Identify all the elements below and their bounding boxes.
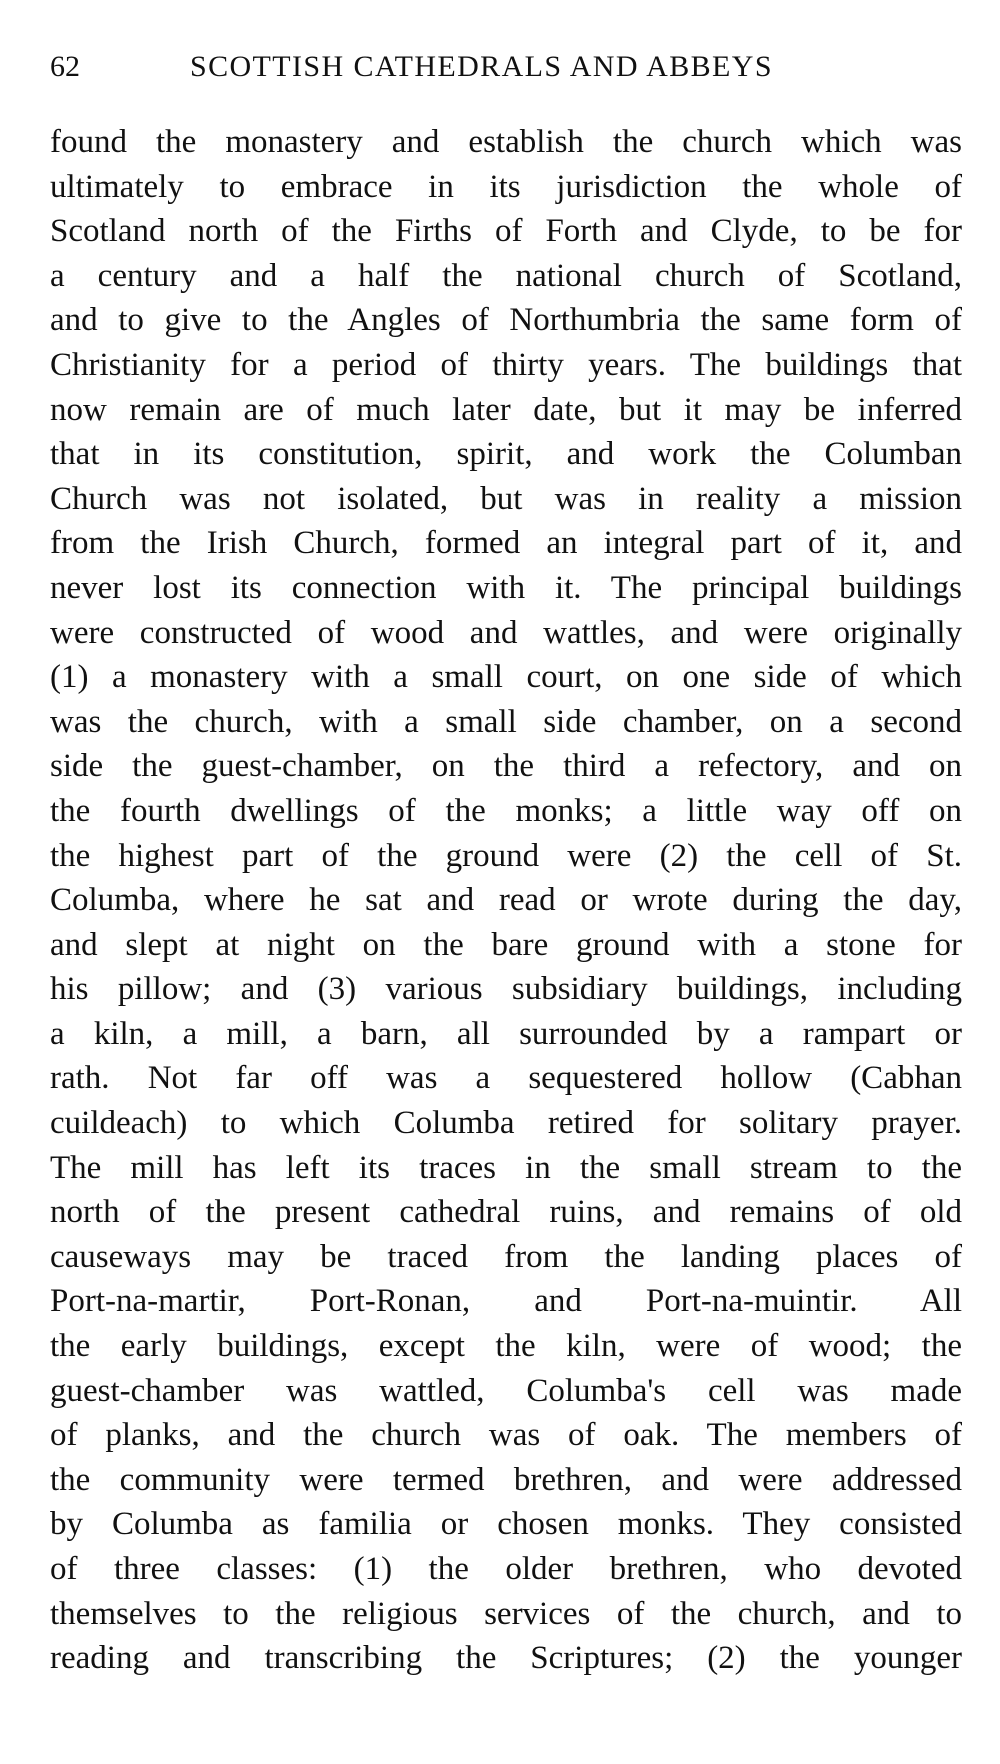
text-line: Church was not isolated, but was in reality a mission xyxy=(50,480,962,517)
text-line: guest-chamber was wattled, Columba's cell was made xyxy=(50,1372,962,1409)
running-title: SCOTTISH CATHEDRALS AND ABBEYS xyxy=(190,50,773,83)
text-line: rath. Not far off was a sequestered hollow (Cabhan xyxy=(50,1060,962,1097)
text-line: the community were termed brethren, and were addressed xyxy=(50,1461,962,1498)
page-number: 62 xyxy=(50,50,80,83)
text-line: ultimately to embrace in its jurisdiction the whole of xyxy=(50,168,962,205)
text-line: by Columba as familia or chosen monks. They consisted xyxy=(50,1506,962,1543)
text-line: themselves to the religious services of the church, and to xyxy=(50,1595,962,1632)
text-line: Christianity for a period of thirty years. The buildings that xyxy=(50,346,962,383)
body-text xyxy=(50,120,962,1681)
text-line: of three classes: (1) the older brethren, who devoted xyxy=(50,1551,962,1587)
text-line: north of the present cathedral ruins, and remains of old xyxy=(50,1194,962,1231)
running-head xyxy=(50,50,962,90)
text-line: side the guest-chamber, on the third a refectory, and on xyxy=(50,748,962,785)
text-line: found the monastery and establish the church which was xyxy=(50,124,962,160)
text-line: were constructed of wood and wattles, and were originally xyxy=(50,614,962,651)
text-line: and slept at night on the bare ground with a stone for xyxy=(50,926,962,963)
text-line: Columba, where he sat and read or wrote during the day, xyxy=(50,882,962,919)
text-line: the fourth dwellings of the monks; a little way off on xyxy=(50,792,962,829)
text-line: the highest part of the ground were (2) the cell of St. xyxy=(50,837,962,874)
text-line: Port-na-martir, Port-Ronan, and Port-na-muintir. All xyxy=(50,1283,962,1320)
text-line: and to give to the Angles of Northumbria the same form of xyxy=(50,302,962,339)
text-line: the early buildings, except the kiln, were of wood; the xyxy=(50,1328,962,1365)
text-line: was the church, with a small side chamber, on a second xyxy=(50,703,962,740)
text-line: never lost its connection with it. The principal buildings xyxy=(50,569,962,606)
text-line: from the Irish Church, formed an integral part of it, and xyxy=(50,525,962,562)
text-line: a century and a half the national church of Scotland, xyxy=(50,257,962,294)
text-line: now remain are of much later date, but it may be inferred xyxy=(50,391,962,428)
text-line: The mill has left its traces in the small stream to the xyxy=(50,1149,962,1186)
text-line: causeways may be traced from the landing places of xyxy=(50,1238,962,1275)
text-line: reading and transcribing the Scriptures; (2) the younger xyxy=(50,1640,962,1677)
text-line: that in its constitution, spirit, and work the Columban xyxy=(50,436,962,473)
text-line: of planks, and the church was of oak. The members of xyxy=(50,1417,962,1454)
text-line: cuildeach) to which Columba retired for solitary prayer. xyxy=(50,1105,962,1142)
text-line: his pillow; and (3) various subsidiary buildings, including xyxy=(50,971,962,1008)
text-line: Scotland north of the Firths of Forth and Clyde, to be for xyxy=(50,213,962,250)
text-line: a kiln, a mill, a barn, all surrounded by a rampart or xyxy=(50,1015,962,1052)
text-line: (1) a monastery with a small court, on one side of which xyxy=(50,659,962,696)
